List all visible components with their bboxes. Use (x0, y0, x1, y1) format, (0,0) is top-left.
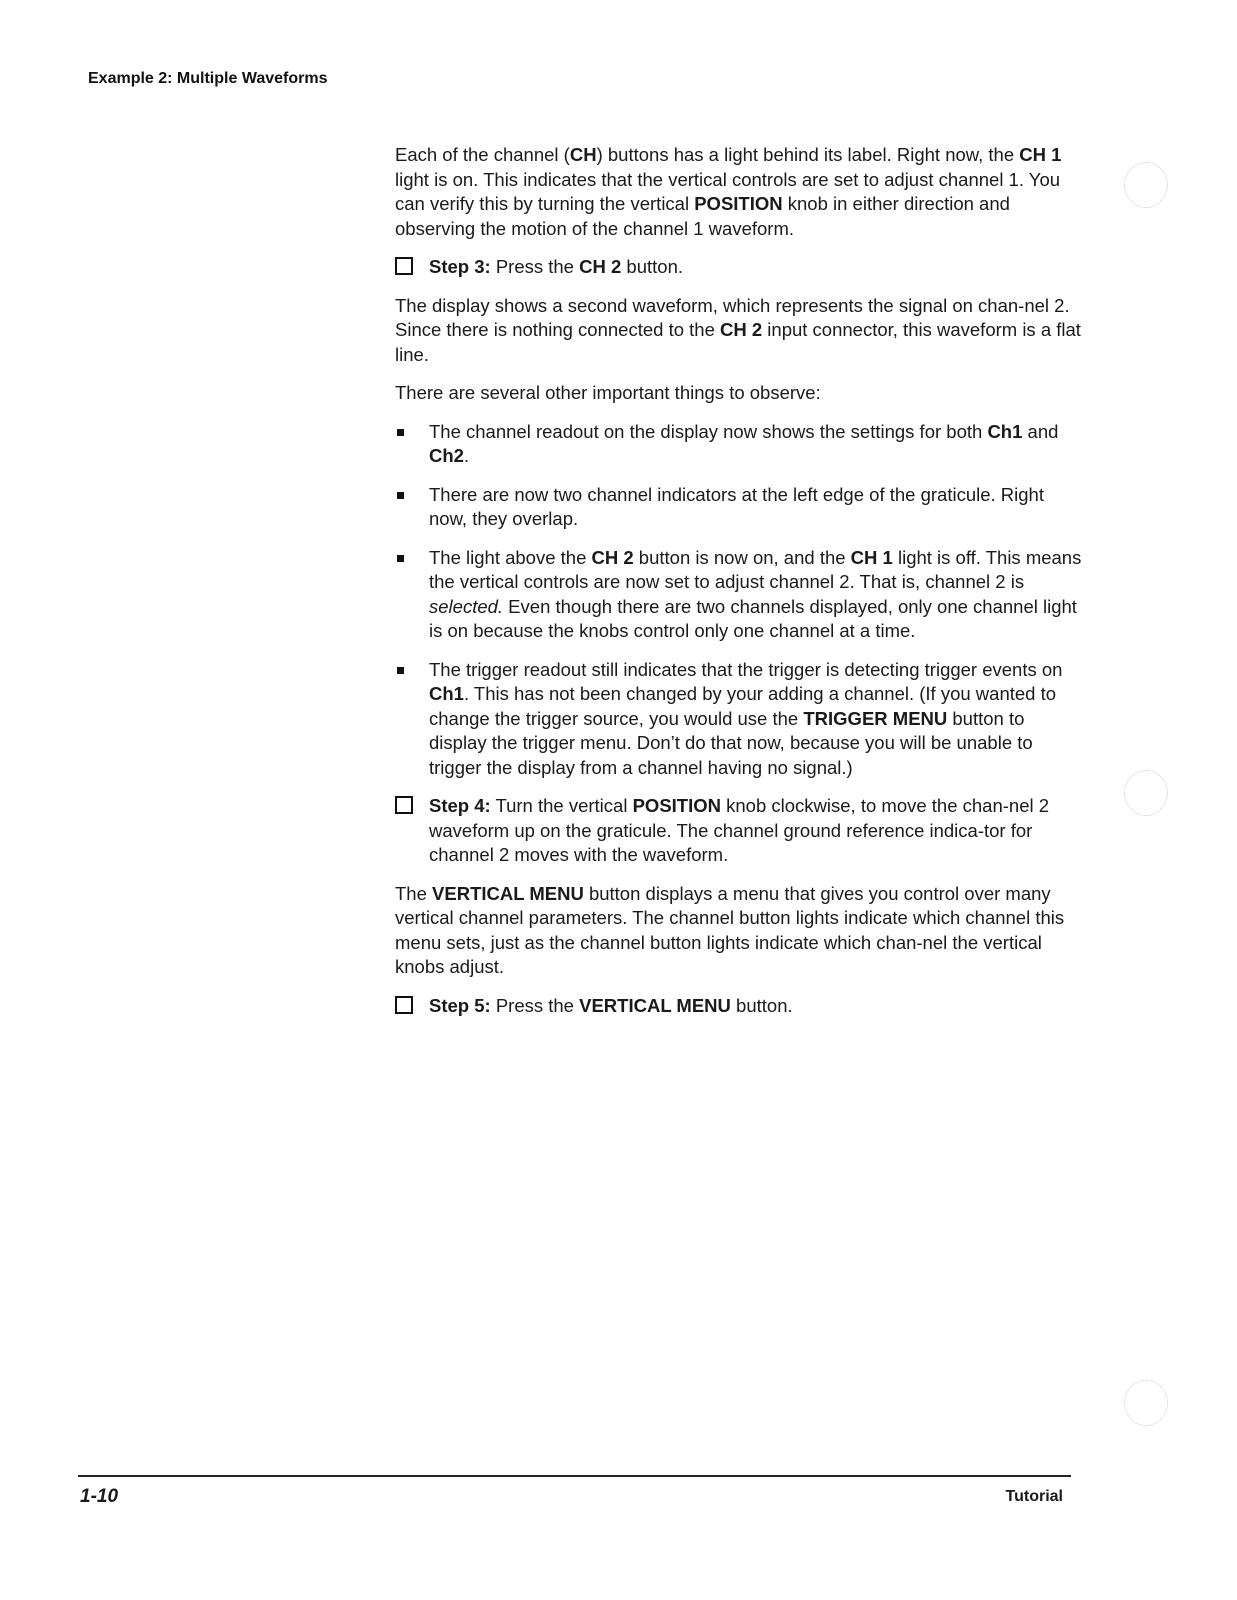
step-3-checkbox[interactable] (395, 257, 413, 275)
step-4 (395, 794, 1085, 868)
page-number: 1-10 (80, 1486, 119, 1507)
step-5-checkbox[interactable] (395, 996, 413, 1014)
step-4-text: Step 4: Turn the vertical POSITION knob clockwise, to move the chan-nel 2 waveform up on the graticule. The channel ground reference indica-tor for channel 2 moves with the waveform. (429, 795, 1050, 865)
paragraph-channel-lights: Each of the channel (CH) buttons has a light behind its label. Right now, the CH 1 light is on. This indicates that the vertical controls are set to adjust channel 1. You can verify this by turning the vertical POSITION knob in either direction and observing the motion of the channel 1 waveform. (395, 144, 1062, 239)
step-5 (395, 994, 1085, 1019)
bullet-4-text: The trigger readout still indicates that the trigger is detecting trigger events on Ch1. This has not been changed by your adding a channel. (If you wanted to change the trigger source, you would use the TRIGGER MENU button to display the trigger menu. Don’t do that now, because you will be unable to trigger the display from a channel having no signal.) (429, 658, 1063, 778)
list-item (395, 420, 1085, 469)
list-item (395, 483, 1085, 532)
step-3 (395, 255, 1085, 280)
bullet-icon (397, 492, 404, 499)
paragraph-second-waveform: The display shows a second waveform, which represents the signal on chan-nel 2. Since there is nothing connected to the CH 2 input connector, this waveform is a flat line. (395, 294, 1081, 365)
footer-section-title: Tutorial (1005, 1488, 1063, 1505)
document-body (395, 143, 1085, 1032)
list-item (395, 658, 1085, 781)
page-header: Example 2: Multiple Waveforms (88, 70, 328, 87)
bullet-3-text: The light above the CH 2 button is now on, and the CH 1 light is off. This means the vertical controls are now set to adjust channel 2. That is, channel 2 is selected. Even though there are two channels displayed, only one channel light is on because the knobs control only one channel at a time. (429, 546, 1082, 641)
paragraph-observe-intro: There are several other important things to observe: (395, 382, 821, 403)
bullet-2-text: There are now two channel indicators at the left edge of the graticule. Right now, they overlap. (429, 483, 1044, 529)
binder-hole-mark (1124, 162, 1168, 208)
binder-hole-mark (1124, 1380, 1168, 1426)
footer-rule (78, 1475, 1071, 1477)
step-3-text: Step 3: Press the CH 2 button. (429, 256, 683, 277)
bullet-icon (397, 555, 404, 562)
step-5-text: Step 5: Press the VERTICAL MENU button. (429, 994, 793, 1016)
binder-hole-mark (1124, 770, 1168, 816)
list-item (395, 546, 1085, 644)
paragraph-vertical-menu: The VERTICAL MENU button displays a menu that gives you control over many vertical channel parameters. The channel button lights indicate which channel this menu sets, just as the channel button lights indicate which chan-nel the vertical knobs adjust. (395, 882, 1065, 977)
bullet-icon (397, 667, 404, 674)
bullet-icon (397, 429, 404, 436)
bullet-1-text: The channel readout on the display now shows the settings for both Ch1 and Ch2. (429, 420, 1059, 466)
step-4-checkbox[interactable] (395, 796, 413, 814)
